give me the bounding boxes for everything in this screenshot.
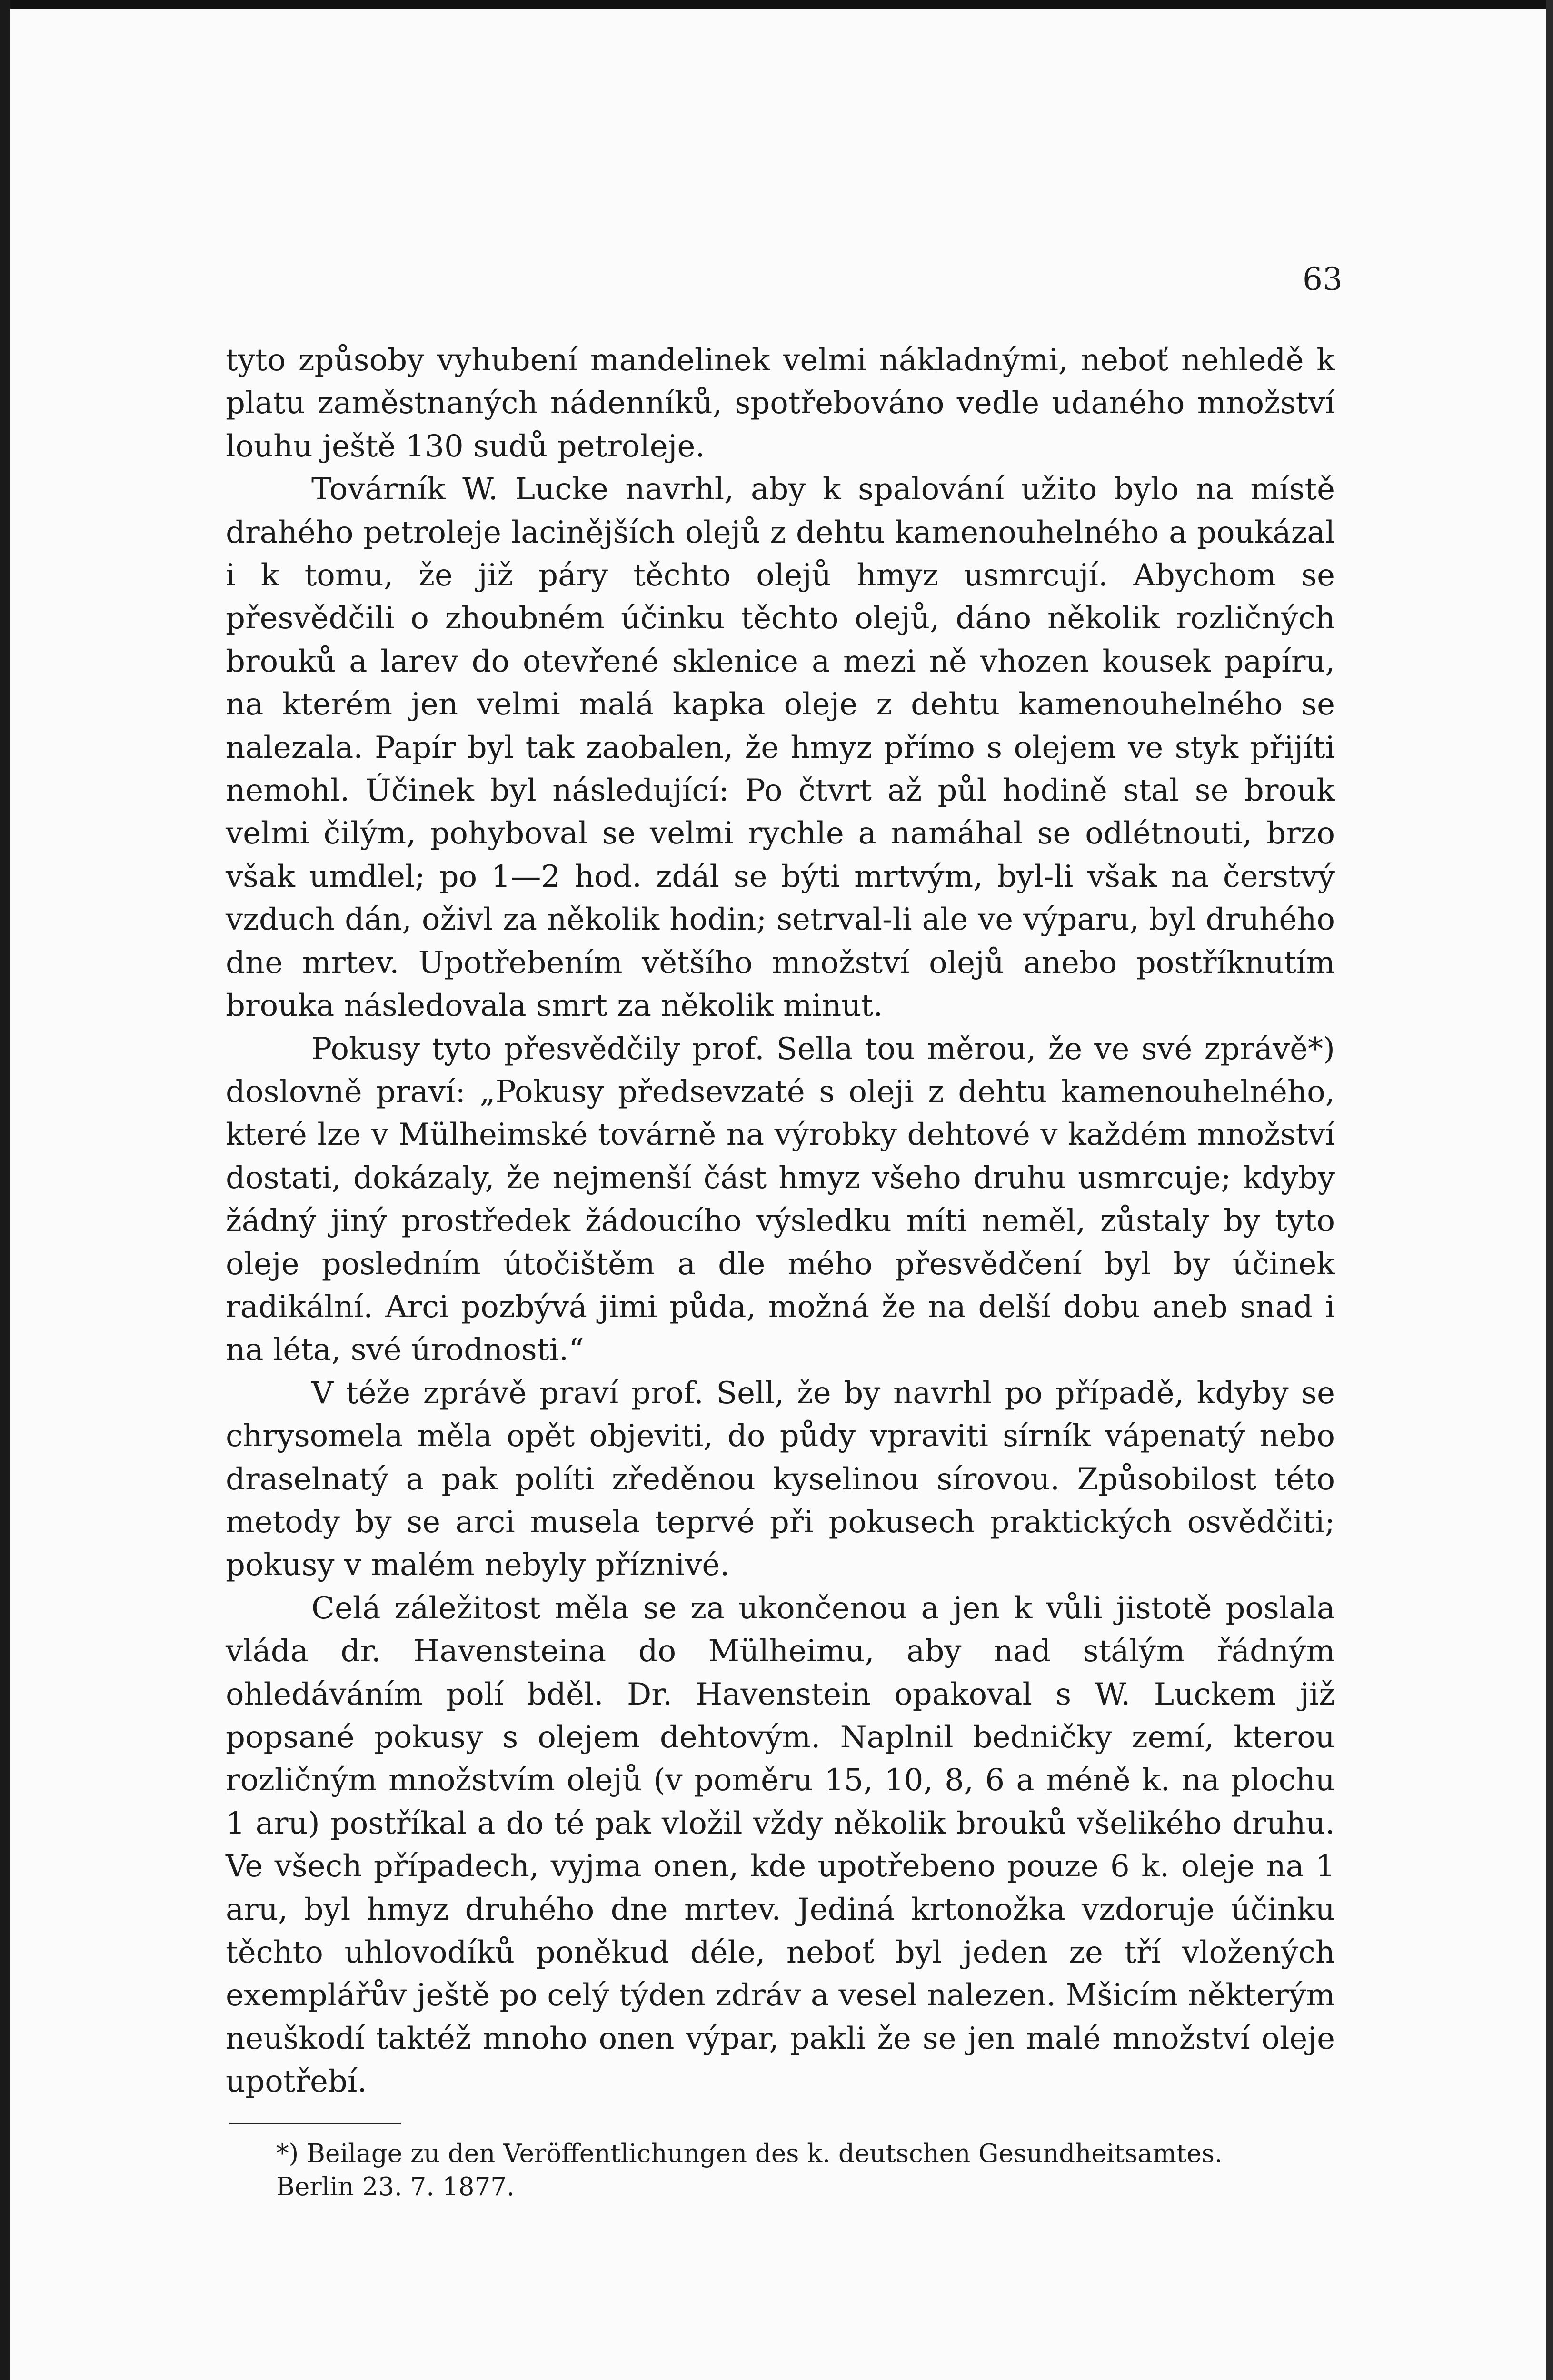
scan-edge-left	[0, 0, 10, 2380]
paragraph: Pokusy tyto přesvědčily prof. Sella tou měrou, že ve své zprávě*) doslovně praví: „Pokusy předsevzaté s oleji z dehtu kamenouhelného, které lze v Mülheimské továrně na výrobky dehtové v každém množství dostati, dokázaly, že nejmenší část hmyz všeho druhu usmrcuje; kdyby žádný jiný prostředek žádoucího výsledku míti neměl, zůstaly by tyto oleje posledním útočištěm a dle mého přesvědčení byl by účinek radikální. Arci pozbývá jimi půda, možná že na delší dobu aneb snad i na léta, své úrodnosti.“	[226, 1031, 1335, 1368]
footnote-date: Berlin 23. 7. 1877.	[276, 2172, 515, 2202]
scan-edge-top	[0, 0, 1553, 9]
body-text	[226, 339, 1335, 2103]
paragraph: Továrník W. Lucke navrhl, aby k spalování užito bylo na místě drahého petroleje lacinějších olejů z dehtu kamenouhelného a poukázal i k tomu, že již páry těchto olejů hmyz usmrcují. Abychom se přesvědčili o zhoubném účinku těchto olejů, dáno několik rozličných brouků a larev do otevřené sklenice a mezi ně vhozen kousek papíru, na kterém jen velmi malá kapka oleje z dehtu kamenouhelného se nalezala. Papír byl tak zaobalen, že hmyz přímo s olejem ve styk přijíti nemohl. Účinek byl následující: Po čtvrt až půl hodině stal se brouk velmi čilým, pohyboval se velmi rychle a namáhal se odlétnouti, brzo však umdlel; po 1—2 hod. zdál se býti mrtvým, byl-li však na čerstvý vzduch dán, oživl za několik hodin; setrval-li ale ve výparu, byl druhého dne mrtev. Upotřebením většího množství olejů anebo postříknutím brouka následovala smrt za několik minut.	[226, 472, 1335, 1024]
scan-edge-right	[1546, 0, 1553, 2380]
paragraph: V téže zprávě praví prof. Sell, že by navrhl po případě, kdyby se chrysomela měla opět objeviti, do půdy vpraviti sírník vápenatý nebo draselnatý a pak políti zředěnou kyselinou sírovou. Způsobilost této metody by se arci musela teprvé při pokusech praktických osvědčiti; pokusy v malém nebyly příznivé.	[226, 1375, 1335, 1583]
paragraph: Celá záležitost měla se za ukončenou a jen k vůli jistotě poslala vláda dr. Havensteina do Mülheimu, aby nad stálým řádným ohledáváním polí bděl. Dr. Havenstein opakoval s W. Luckem již popsané pokusy s olejem dehtovým. Naplnil bedničky zemí, kterou rozličným množstvím olejů (v poměru 15, 10, 8, 6 a méně k. na plochu 1 aru) postříkal a do té pak vložil vždy několik brouků všelikého druhu. Ve všech případech, vyjma onen, kde upotřebeno pouze 6 k. oleje na 1 aru, byl hmyz druhého dne mrtev. Jediná krtonožka vzdoruje účinku těchto uhlovodíků poněkud déle, neboť byl jeden ze tří vložených exemplářův ještě po celý týden zdráv a vesel nalezen. Mšicím některým neuškodí taktéž mnoho onen výpar, pakli že se jen malé množství oleje upotřebí.	[226, 1590, 1335, 2100]
footnote	[276, 2137, 1343, 2204]
footnote-divider	[229, 2123, 401, 2124]
page-number: 63	[1303, 261, 1343, 298]
paragraph-continuation: tyto způsoby vyhubení mandelinek velmi nákladnými, neboť nehledě k platu zaměstnaných nádenníků, spotřebováno vedle udaného množství louhu ještě 130 sudů petroleje.	[226, 343, 1335, 464]
footnote-citation: *) Beilage zu den Veröffentlichungen des k. deutschen Gesundheitsamtes.	[276, 2139, 1223, 2168]
